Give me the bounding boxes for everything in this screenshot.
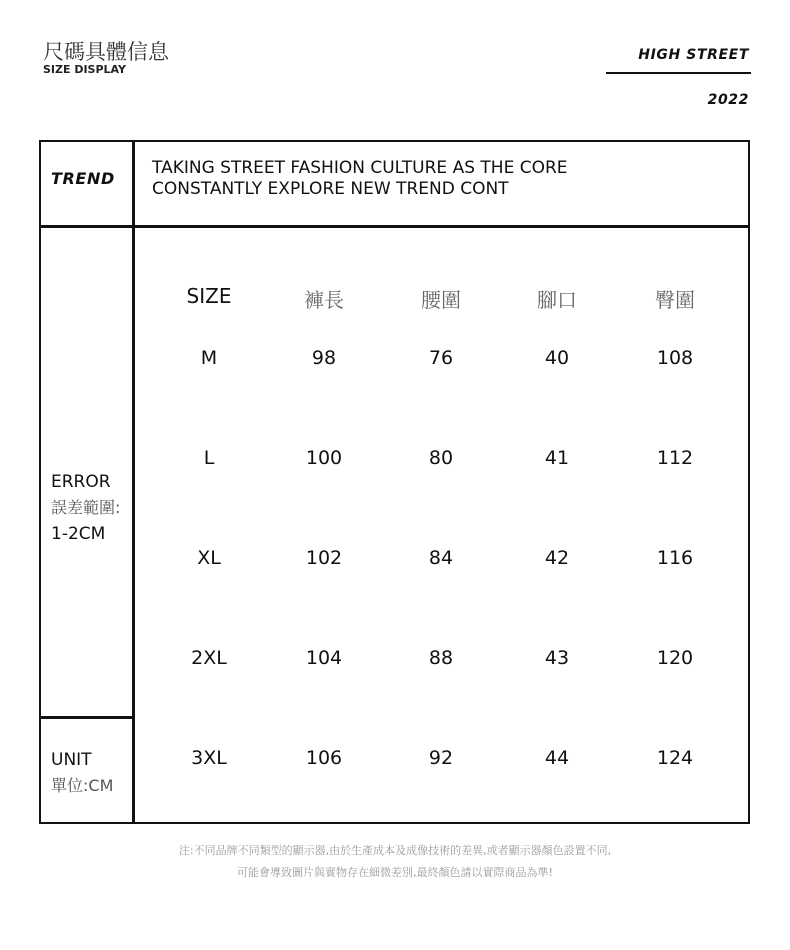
sidebar-divider bbox=[41, 716, 134, 719]
hip-cell: 112 bbox=[656, 447, 694, 469]
hip-cell: 116 bbox=[656, 547, 694, 569]
page-title: 尺碼具體信息 bbox=[43, 40, 169, 64]
error-label-en: ERROR bbox=[51, 472, 111, 492]
length-cell: 98 bbox=[311, 347, 337, 369]
hem-cell: 42 bbox=[544, 547, 570, 569]
length-cell: 102 bbox=[305, 547, 343, 569]
hem-cell: 44 bbox=[544, 747, 570, 769]
waist-cell: 92 bbox=[428, 747, 454, 769]
waist-cell: 88 bbox=[428, 647, 454, 669]
hem-cell: 43 bbox=[544, 647, 570, 669]
column-divider bbox=[132, 142, 135, 822]
hip-cell: 108 bbox=[656, 347, 694, 369]
size-cell: L bbox=[203, 447, 215, 469]
unit-label-cn: 單位:CM bbox=[51, 776, 114, 795]
size-cell: 2XL bbox=[191, 647, 227, 669]
year-label: 2022 bbox=[707, 92, 749, 108]
page-subtitle: SIZE DISPLAY bbox=[43, 63, 126, 76]
hem-cell: 40 bbox=[544, 347, 570, 369]
row-divider bbox=[41, 225, 748, 228]
unit-label-en: UNIT bbox=[51, 750, 92, 770]
error-range bbox=[51, 469, 120, 547]
length-cell: 106 bbox=[305, 747, 343, 769]
error-label-cn: 誤差範圍: bbox=[51, 498, 121, 517]
column-header: 臀圍 bbox=[655, 288, 695, 312]
slogan-line-2: CONSTANTLY EXPLORE NEW TREND CONT bbox=[152, 179, 509, 199]
length-cell: 100 bbox=[305, 447, 343, 469]
size-cell: XL bbox=[197, 547, 221, 569]
hem-cell: 41 bbox=[544, 447, 570, 469]
unit-info bbox=[51, 747, 113, 799]
disclaimer-line-1: 注:不同品牌不同類型的顯示器,由於生產成本及成像技術的差異,或者顯示器顏色設置不同, bbox=[178, 844, 612, 857]
size-cell: M bbox=[200, 347, 218, 369]
size-cell: 3XL bbox=[191, 747, 227, 769]
waist-cell: 76 bbox=[428, 347, 454, 369]
disclaimer-line-2: 可能會導致圖片與實物存在細微差別,最終顏色請以實際商品為準! bbox=[237, 866, 553, 879]
trend-label: TREND bbox=[51, 169, 115, 188]
length-cell: 104 bbox=[305, 647, 343, 669]
column-header: 褲長 bbox=[304, 288, 344, 312]
hip-cell: 124 bbox=[656, 747, 694, 769]
error-value: 1-2CM bbox=[51, 524, 106, 544]
column-header: 腰圍 bbox=[421, 288, 461, 312]
slogan-line-1: TAKING STREET FASHION CULTURE AS THE CORE bbox=[152, 158, 568, 178]
size-chart-frame bbox=[39, 140, 750, 824]
hip-cell: 120 bbox=[656, 647, 694, 669]
brand-underline bbox=[606, 72, 751, 74]
brand-label: HIGH STREET bbox=[638, 47, 749, 63]
waist-cell: 84 bbox=[428, 547, 454, 569]
column-header: SIZE bbox=[186, 284, 232, 308]
column-header: 腳口 bbox=[537, 288, 577, 312]
slogan bbox=[152, 158, 568, 200]
waist-cell: 80 bbox=[428, 447, 454, 469]
